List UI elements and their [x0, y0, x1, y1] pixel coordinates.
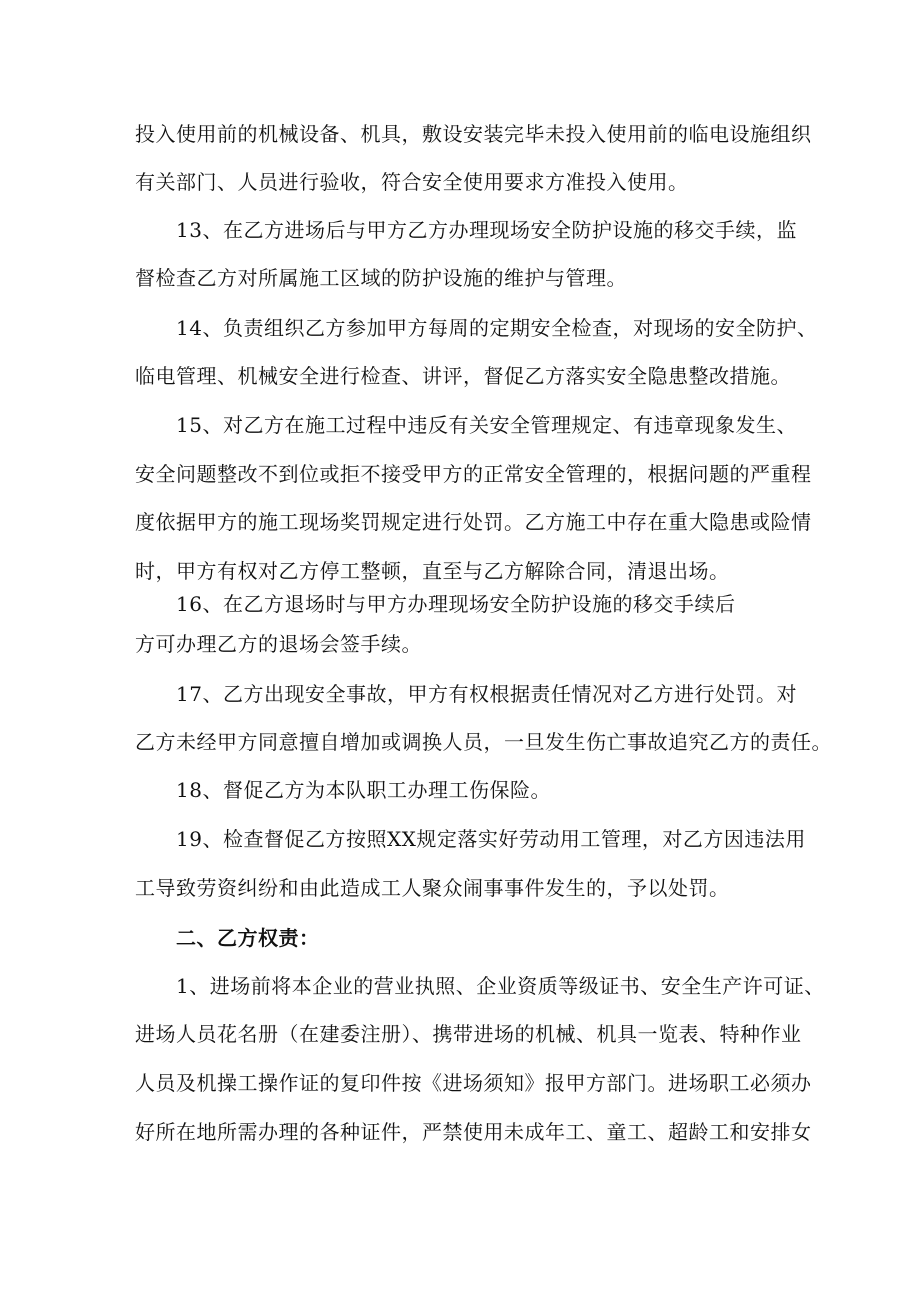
text-line: 方可办理乙方的退场会签手续。	[135, 632, 422, 656]
paragraph-13-line: 13、在乙方进场后与甲方乙方办理现场安全防护设施的移交手续，监	[176, 218, 797, 242]
text-line: 临电管理、机械安全进行检查、讲评，督促乙方落实安全隐患整改措施。	[135, 364, 791, 388]
text-line: 人员及机操工操作证的复印件按《进场须知》报甲方部门。进场职工必须办	[135, 1071, 812, 1095]
text-line: 安全问题整改不到位或拒不接受甲方的正常安全管理的，根据问题的严重程	[135, 462, 812, 486]
text-line: 度依据甲方的施工现场奖罚规定进行处罚。乙方施工中存在重大隐患或险情	[135, 510, 812, 534]
text-line: 进场人员花名册（在建委注册）、携带进场的机械、机具一览表、特种作业	[135, 1022, 802, 1046]
text-line: 时，甲方有权对乙方停工整顿，直至与乙方解除合同，清退出场。	[135, 559, 730, 583]
text-line: 工导致劳资纠纷和由此造成工人聚众闹事事件发生的，予以处罚。	[135, 876, 730, 900]
text-line: 好所在地所需办理的各种证件，严禁使用未成年工、童工、超龄工和安排女	[135, 1120, 812, 1144]
paragraph-19-line: 19、检查督促乙方按照XX规定落实好劳动用工管理，对乙方因违法用	[176, 827, 806, 851]
paragraph-1-line: 1、进场前将本企业的营业执照、企业资质等级证书、安全生产许可证、	[176, 974, 825, 998]
paragraph-16-line: 16、在乙方退场时与甲方办理现场安全防护设施的移交手续后	[176, 592, 736, 616]
section-heading: 二、乙方权责：	[176, 926, 320, 950]
text-line: 督检查乙方对所属施工区域的防护设施的维护与管理。	[135, 266, 627, 290]
text-line: 投入使用前的机械设备、机具，敷设安装完毕未投入使用前的临电设施组织	[135, 122, 812, 146]
paragraph-15-line: 15、对乙方在施工过程中违反有关安全管理规定、有违章现象发生、	[176, 413, 797, 437]
paragraph-18-line: 18、督促乙方为本队职工办理工伤保险。	[176, 778, 551, 802]
text-line: 乙方未经甲方同意擅自增加或调换人员，一旦发生伤亡事故追究乙方的责任。	[135, 730, 832, 754]
paragraph-17-line: 17、乙方出现安全事故，甲方有权根据责任情况对乙方进行处罚。对	[176, 682, 797, 706]
text-line: 有关部门、人员进行验收，符合安全使用要求方准投入使用。	[135, 170, 689, 194]
paragraph-14-line: 14、负责组织乙方参加甲方每周的定期安全检查，对现场的安全防护、	[176, 316, 818, 340]
